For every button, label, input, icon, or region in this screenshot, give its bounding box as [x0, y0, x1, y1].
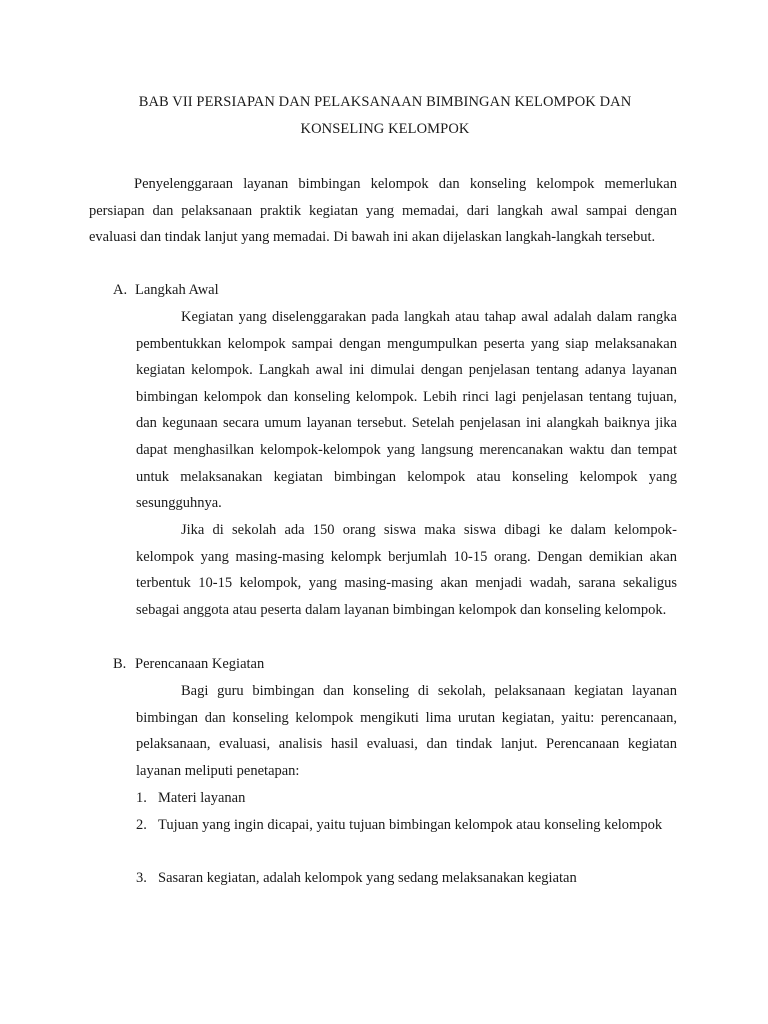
list-text: Tujuan yang ingin dicapai, yaitu tujuan bimbingan kelompok atau konseling kelompok — [158, 817, 663, 833]
list-number: 1. — [136, 790, 147, 806]
chapter-title-line-1: BAB VII PERSIAPAN DAN PELAKSANAAN BIMBINGAN KELOMPOK DAN — [138, 94, 632, 110]
chapter-title — [80, 89, 690, 143]
list-item — [136, 785, 677, 812]
chapter-title-line-2: KONSELING KELOMPOK — [300, 121, 470, 137]
section-a-paragraph-2: Jika di sekolah ada 150 orang siswa maka siswa dibagi ke dalam kelompok-kelompok yang masing-masing kelompk berjumlah 10-15 orang. Dengan demikian akan terbentuk 10-15 kelompok, yang masing-masing akan menjadi wadah, sarana sekaligus sebagai anggota atau peserta dalam layanan bimbingan kelompok dan konseling kelompok. — [136, 522, 677, 618]
list-item — [136, 865, 677, 892]
list-item — [136, 812, 677, 839]
list-text: Sasaran kegiatan, adalah kelompok yang sedang melaksanakan kegiatan — [158, 870, 577, 886]
list-number: 3. — [136, 870, 147, 886]
list-text: Materi layanan — [158, 790, 246, 806]
section-heading-a — [113, 277, 219, 303]
section-letter-b: B. — [113, 656, 127, 672]
section-a-paragraph-1: Kegiatan yang diselenggarakan pada langkah atau tahap awal adalah dalam rangka pembentukkan kelompok sampai dengan mengumpulkan peserta yang siap melaksanakan kegiatan kelompok. Langkah awal ini dimulai dengan penjelasan tentang adanya layanan bimbingan kelompok dan konseling kelompok. Lebih rinci lagi penjelasan tentang tujuan, dan kegunaan secara umum layanan tersebut. Setelah penjelasan ini alangkah baiknya jika dapat menghasilkan kelompok-kelompok yang langsung merencanakan waktu dan tempat untuk melaksanakan kegiatan bimbingan kelompok atau konseling kelompok yang sesungguhnya. — [136, 309, 677, 512]
intro-paragraph: Penyelenggaraan layanan bimbingan kelompok dan konseling kelompok memerlukan persiapan dan pelaksanaan praktik kegiatan yang memadai, dari langkah awal sampai dengan evaluasi dan tindak lanjut yang memadai. Di bawah ini akan dijelaskan langkah-langkah tersebut. — [89, 176, 677, 246]
section-title-a: Langkah Awal — [135, 282, 219, 298]
list-number: 2. — [136, 817, 147, 833]
section-heading-b — [113, 651, 264, 677]
section-title-b: Perencanaan Kegiatan — [135, 656, 265, 672]
section-b-paragraph-1: Bagi guru bimbingan dan konseling di sekolah, pelaksanaan kegiatan layanan bimbingan dan konseling kelompok mengikuti lima urutan kegiatan, yaitu: perencanaan, pelaksanaan, evaluasi, analisis hasil evaluasi, dan tindak lanjut. Perencanaan kegiatan layanan meliputi penetapan: — [136, 683, 677, 779]
section-letter-a: A. — [113, 282, 128, 298]
